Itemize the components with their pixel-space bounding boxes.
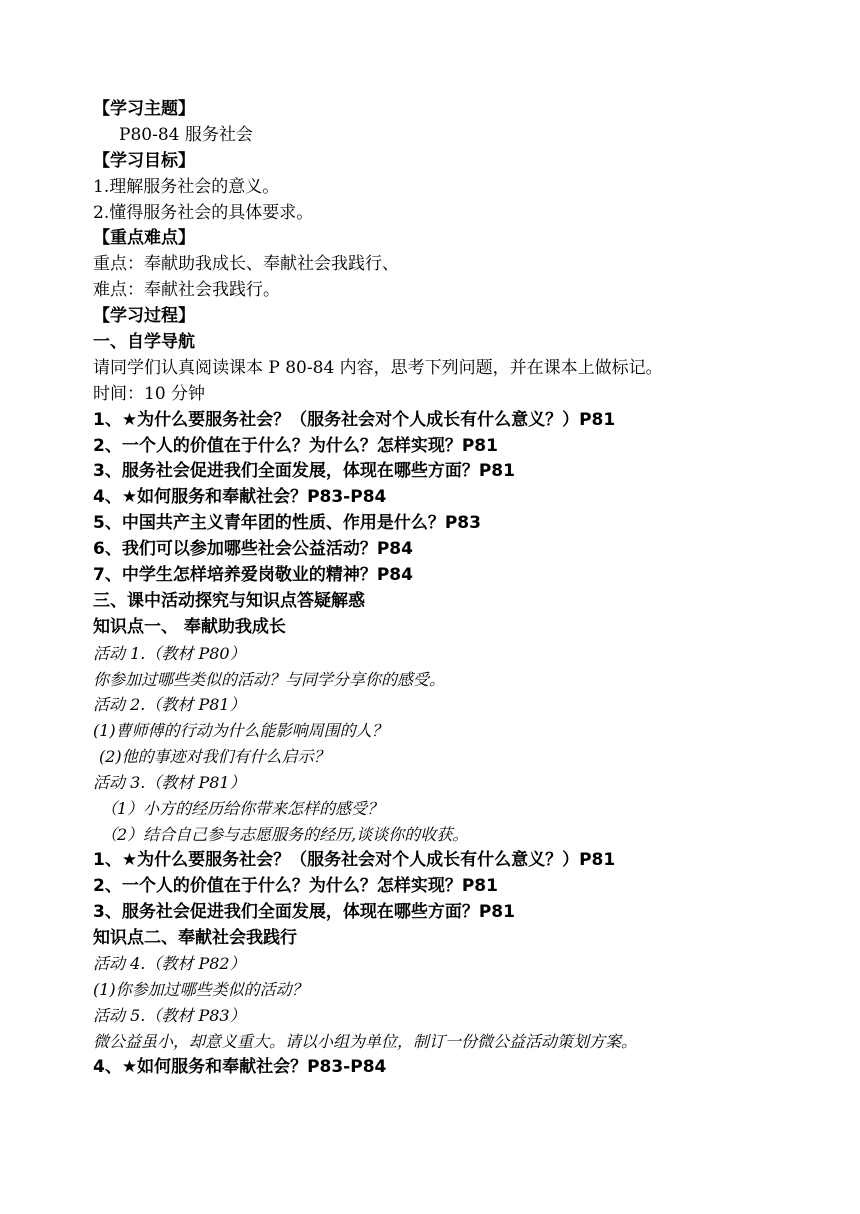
text-line: 重点：奉献助我成长、奉献社会我践行、 xyxy=(93,254,399,275)
text-line: 活动 4.（教材 P82） xyxy=(93,954,246,974)
text-line: 4、★如何服务和奉献社会？P83-P84 xyxy=(93,1056,387,1077)
document-body xyxy=(93,97,793,1081)
text-line: 【学习过程】 xyxy=(93,306,195,327)
text-line: 活动 5.（教材 P83） xyxy=(93,1006,246,1026)
text-line: 3、服务社会促进我们全面发展，体现在哪些方面？P81 xyxy=(93,901,515,922)
text-line: 7、中学生怎样培养爱岗敬业的精神？P84 xyxy=(93,565,413,586)
text-line: P80-84 服务社会 xyxy=(119,124,253,145)
text-line: 【学习主题】 xyxy=(93,99,195,119)
text-line: 时间：10 分钟 xyxy=(93,383,206,404)
text-line: 知识点一、 奉献助我成长 xyxy=(93,616,286,637)
text-line: (1)曹师傅的行动为什么能影响周围的人？ xyxy=(93,721,388,741)
text-line: 活动 3.（教材 P81） xyxy=(93,773,246,793)
text-line: 一、自学导航 xyxy=(93,332,195,353)
text-line: 请同学们认真阅读课本 P 80-84 内容，思考下列问题，并在课本上做标记。 xyxy=(93,357,663,378)
text-line: (2)他的事迹对我们有什么启示？ xyxy=(99,747,330,767)
text-line: 2.懂得服务社会的具体要求。 xyxy=(93,202,314,223)
text-line: 1、★为什么要服务社会？（服务社会对个人成长有什么意义？）P81 xyxy=(93,409,616,430)
text-line: 3、服务社会促进我们全面发展，体现在哪些方面？P81 xyxy=(93,461,515,482)
text-line: （2）结合自己参与志愿服务的经历,谈谈你的收获。 xyxy=(101,824,469,844)
text-line: 4、★如何服务和奉献社会？P83-P84 xyxy=(93,487,387,508)
text-line: 5、中国共产主义青年团的性质、作用是什么？P83 xyxy=(93,513,481,534)
text-line: 1、★为什么要服务社会？（服务社会对个人成长有什么意义？）P81 xyxy=(93,849,616,870)
text-line: 你参加过哪些类似的活动？与同学分享你的感受。 xyxy=(93,669,446,689)
text-line: 难点：奉献社会我践行。 xyxy=(93,280,280,301)
text-line: (1)你参加过哪些类似的活动？ xyxy=(93,980,308,1000)
text-line: 【学习目标】 xyxy=(93,150,195,171)
text-line: 三、课中活动探究与知识点答疑解惑 xyxy=(93,590,365,611)
text-line: 微公益虽小，却意义重大。请以小组为单位，制订一份微公益活动策划方案。 xyxy=(93,1032,638,1052)
text-line: 6、我们可以参加哪些社会公益活动？P84 xyxy=(93,539,413,560)
text-line: 活动 1.（教材 P80） xyxy=(93,643,246,663)
text-line: 2、一个人的价值在于什么？为什么？怎样实现？P81 xyxy=(93,875,498,896)
text-line: 1.理解服务社会的意义。 xyxy=(93,176,280,197)
text-line: （1）小方的经历给你带来怎样的感受？ xyxy=(101,799,384,819)
text-line: 活动 2.（教材 P81） xyxy=(93,695,246,715)
text-line: 2、一个人的价值在于什么？为什么？怎样实现？P81 xyxy=(93,435,498,456)
text-line: 知识点二、奉献社会我践行 xyxy=(93,927,297,948)
text-line: 【重点难点】 xyxy=(93,228,195,249)
